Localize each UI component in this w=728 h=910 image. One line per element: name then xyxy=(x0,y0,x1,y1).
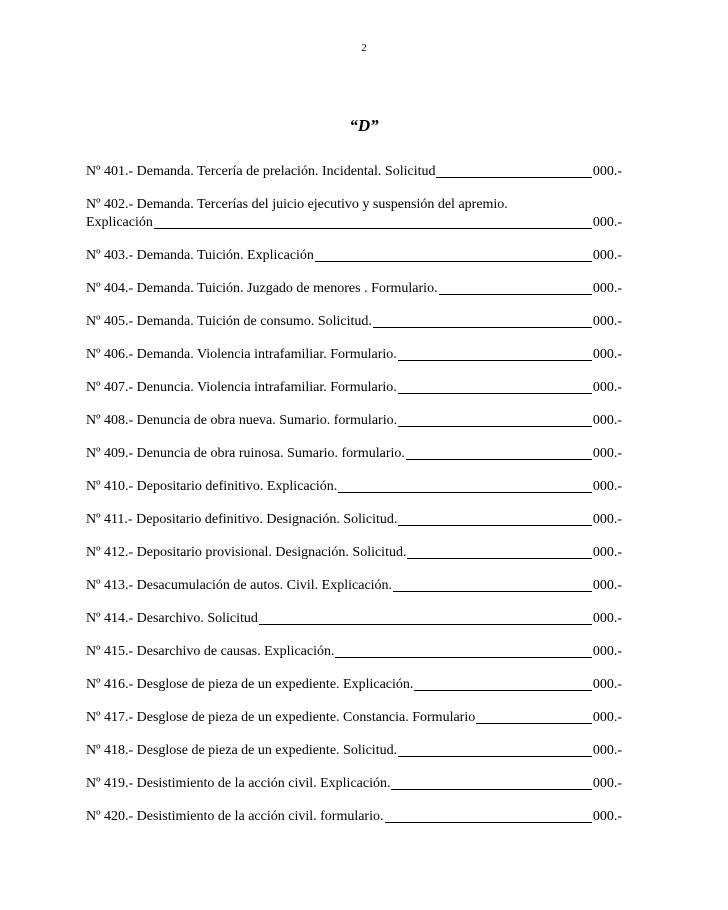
leader-line xyxy=(338,492,592,493)
list-item xyxy=(86,196,622,232)
leader-line xyxy=(398,393,592,394)
entry-code: 000.- xyxy=(592,743,622,758)
entry-label: Nº 416.- Desglose de pieza de un expediente. Explicación. xyxy=(86,677,414,692)
entry-code: 000.- xyxy=(592,314,622,329)
list-item xyxy=(86,313,622,331)
list-item xyxy=(86,709,622,727)
entry-row xyxy=(86,577,622,595)
entry-label: Nº 414.- Desarchivo. Solicitud xyxy=(86,611,258,626)
entry-label: Nº 407.- Denuncia. Violencia intrafamiliar. Formulario. xyxy=(86,380,397,395)
entry-code: 000.- xyxy=(592,512,622,527)
list-item xyxy=(86,610,622,628)
entry-row xyxy=(86,709,622,727)
list-item xyxy=(86,676,622,694)
leader-line xyxy=(439,294,592,295)
entry-label: Nº 410.- Depositario definitivo. Explicación. xyxy=(86,479,338,494)
leader-line xyxy=(414,690,591,691)
entry-label: Nº 418.- Desglose de pieza de un expediente. Solicitud. xyxy=(86,743,398,758)
entry-row xyxy=(86,346,622,364)
entry-row xyxy=(86,775,622,793)
entry-label-line1: Nº 402.- Demanda. Tercerías del juicio ejecutivo y suspensión del apremio. xyxy=(86,197,508,212)
entry-code: 000.- xyxy=(592,380,622,395)
list-item xyxy=(86,808,622,826)
entry-code: 000.- xyxy=(592,248,622,263)
entry-row xyxy=(86,412,622,430)
entry-code: 000.- xyxy=(592,545,622,560)
leader-line xyxy=(398,360,592,361)
leader-line xyxy=(259,624,592,625)
entry-code: 000.- xyxy=(592,677,622,692)
entry-row xyxy=(86,478,622,496)
leader-line xyxy=(476,723,592,724)
entry-row xyxy=(86,511,622,529)
list-item xyxy=(86,247,622,265)
entry-label: Nº 405.- Demanda. Tuición de consumo. Solicitud. xyxy=(86,314,372,329)
list-item xyxy=(86,643,622,661)
leader-line xyxy=(385,822,592,823)
entry-row xyxy=(86,676,622,694)
entry-label: Explicación xyxy=(86,215,153,230)
leader-line xyxy=(436,177,591,178)
list-item xyxy=(86,280,622,298)
entry-code: 000.- xyxy=(592,644,622,659)
leader-line xyxy=(154,228,592,229)
leader-line xyxy=(315,261,592,262)
entry-label: Nº 401.- Demanda. Tercería de prelación. Incidental. Solicitud xyxy=(86,164,436,179)
entry-code: 000.- xyxy=(592,809,622,824)
entry-row xyxy=(86,214,622,232)
list-item xyxy=(86,544,622,562)
entry-label: Nº 406.- Demanda. Violencia intrafamiliar. Formulario. xyxy=(86,347,397,362)
leader-line xyxy=(407,558,591,559)
entry-label: Nº 408.- Denuncia de obra nueva. Sumario. formulario. xyxy=(86,413,398,428)
leader-line xyxy=(398,525,591,526)
entry-row xyxy=(86,808,622,826)
entry-code: 000.- xyxy=(592,578,622,593)
entry-row xyxy=(86,379,622,397)
leader-line xyxy=(406,459,592,460)
entry-row xyxy=(86,610,622,628)
entry-label: Nº 409.- Denuncia de obra ruinosa. Sumario. formulario. xyxy=(86,446,405,461)
list-item xyxy=(86,379,622,397)
entry-label: Nº 415.- Desarchivo de causas. Explicación. xyxy=(86,644,335,659)
leader-line xyxy=(335,657,591,658)
list-item xyxy=(86,478,622,496)
entry-code: 000.- xyxy=(592,281,622,296)
list-item xyxy=(86,346,622,364)
entry-row xyxy=(86,643,622,661)
entry-code: 000.- xyxy=(592,776,622,791)
entry-row xyxy=(86,163,622,181)
entry-label: Nº 420.- Desistimiento de la acción civil. formulario. xyxy=(86,809,384,824)
entry-label: Nº 413.- Desacumulación de autos. Civil. Explicación. xyxy=(86,578,393,593)
entry-row xyxy=(86,313,622,331)
list-item xyxy=(86,742,622,760)
entry-row xyxy=(86,247,622,265)
entry-list xyxy=(86,163,622,841)
entry-label: Nº 403.- Demanda. Tuición. Explicación xyxy=(86,248,314,263)
entry-code: 000.- xyxy=(592,347,622,362)
leader-line xyxy=(398,426,592,427)
list-item xyxy=(86,412,622,430)
entry-label: Nº 419.- Desistimiento de la acción civil. Explicación. xyxy=(86,776,391,791)
entry-code: 000.- xyxy=(592,413,622,428)
list-item xyxy=(86,577,622,595)
leader-line xyxy=(391,789,591,790)
entry-label: Nº 417.- Desglose de pieza de un expediente. Constancia. Formulario xyxy=(86,710,476,725)
section-title: “D” xyxy=(349,116,379,135)
entry-code: 000.- xyxy=(592,215,622,230)
leader-line xyxy=(393,591,592,592)
entry-row xyxy=(86,544,622,562)
list-item xyxy=(86,445,622,463)
entry-code: 000.- xyxy=(592,611,622,626)
list-item xyxy=(86,511,622,529)
entry-code: 000.- xyxy=(592,164,622,179)
entry-label: Nº 404.- Demanda. Tuición. Juzgado de menores . Formulario. xyxy=(86,281,438,296)
entry-row xyxy=(86,280,622,298)
leader-line xyxy=(373,327,592,328)
entry-row xyxy=(86,445,622,463)
entry-code: 000.- xyxy=(592,710,622,725)
entry-row xyxy=(86,742,622,760)
entry-label: Nº 411.- Depositario definitivo. Designación. Solicitud. xyxy=(86,512,398,527)
entry-code: 000.- xyxy=(592,479,622,494)
entry-code: 000.- xyxy=(592,446,622,461)
entry-label: Nº 412.- Depositario provisional. Designación. Solicitud. xyxy=(86,545,407,560)
leader-line xyxy=(398,756,592,757)
list-item xyxy=(86,775,622,793)
list-item xyxy=(86,163,622,181)
page-number: 2 xyxy=(361,42,367,54)
